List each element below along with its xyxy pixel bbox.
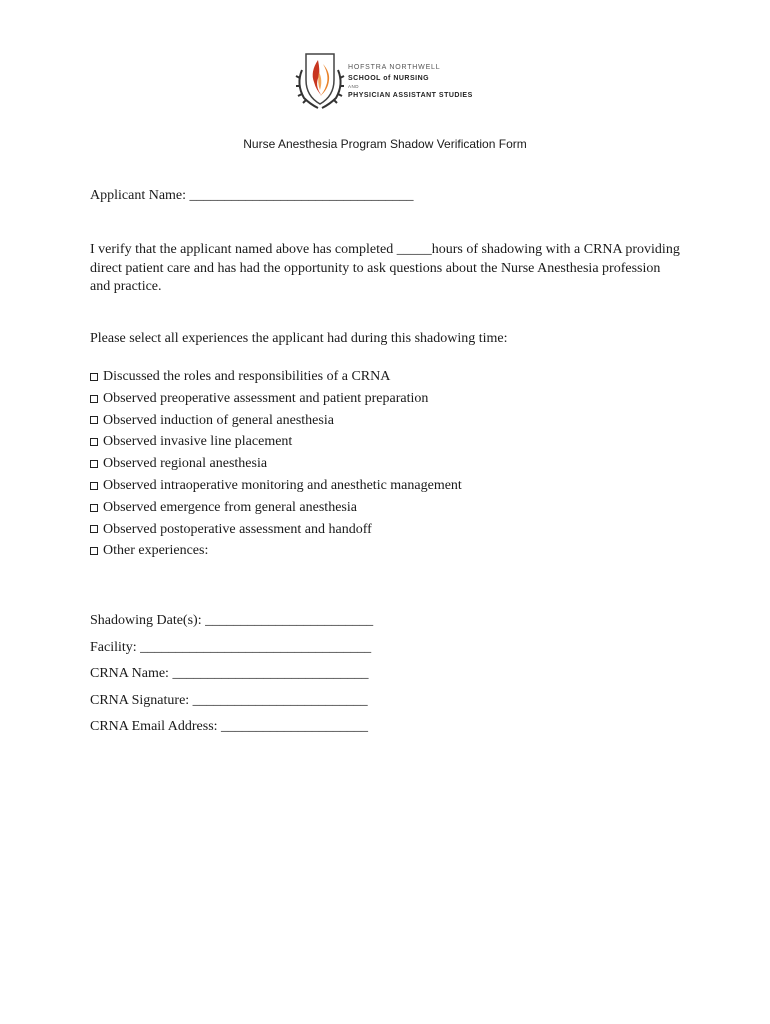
checklist-item[interactable] [90, 431, 462, 453]
checkbox[interactable] [90, 373, 98, 381]
crna-name-field[interactable]: CRNA Name: ____________________________ [90, 666, 369, 681]
checkbox[interactable] [90, 482, 98, 490]
checkbox[interactable] [90, 416, 98, 424]
checklist-item[interactable] [90, 540, 462, 562]
checklist-label: Discussed the roles and responsibilities of a CRNA [103, 369, 391, 384]
checklist-item[interactable] [90, 519, 462, 541]
checklist-label: Observed regional anesthesia [103, 456, 268, 472]
select-prompt: Please select all experiences the applicant had during this shadowing time: [90, 331, 508, 346]
checklist-item[interactable] [90, 410, 462, 432]
crna-signature-field[interactable]: CRNA Signature: _________________________ [90, 692, 368, 708]
checkbox[interactable] [90, 547, 98, 555]
checklist-item[interactable] [90, 497, 462, 519]
checklist-item[interactable] [90, 388, 462, 410]
signature-fields [90, 611, 373, 744]
checklist-label: Observed postoperative assessment and handoff [103, 521, 372, 537]
logo-line-1: HOFSTRA NORTHWELL [348, 64, 441, 71]
checklist-label: Observed invasive line placement [103, 434, 293, 450]
logo-line-2: SCHOOL of NURSING [348, 75, 430, 82]
checklist-label: Observed induction of general anesthesia [103, 412, 334, 428]
checkbox[interactable] [90, 460, 98, 468]
school-logo [292, 50, 482, 112]
checklist-label: Observed preoperative assessment and patient preparation [103, 390, 429, 406]
checklist-label: Observed emergence from general anesthesia [103, 499, 357, 515]
logo-line-3: AND [348, 84, 360, 89]
experience-checklist [90, 366, 462, 562]
logo-line-4: PHYSICIAN ASSISTANT STUDIES [348, 92, 473, 99]
checklist-item[interactable] [90, 366, 462, 388]
logo-wordmark [348, 62, 473, 101]
shield-flame-icon [292, 50, 348, 112]
applicant-name-field[interactable]: Applicant Name: ________________________________ [90, 188, 414, 203]
verification-statement: I verify that the applicant named above has completed _____hours of shadowing with a CRNA providing direct patient care and has had the opportunity to ask questions about the Nurse Anesthesia profession and practice. [90, 242, 680, 294]
checkbox[interactable] [90, 525, 98, 533]
form-title: Nurse Anesthesia Program Shadow Verification Form [243, 137, 527, 151]
checkbox[interactable] [90, 438, 98, 446]
crna-email-field[interactable]: CRNA Email Address: _____________________ [90, 719, 369, 734]
checklist-item[interactable] [90, 453, 462, 475]
checklist-item[interactable] [90, 475, 462, 497]
checkbox[interactable] [90, 504, 98, 512]
checklist-label: Observed intraoperative monitoring and anesthetic management [103, 477, 462, 493]
shadowing-dates-field[interactable]: Shadowing Date(s): ________________________ [90, 613, 374, 628]
checklist-label: Other experiences: [103, 543, 209, 559]
facility-field[interactable]: Facility: _________________________________ [90, 639, 372, 655]
checkbox[interactable] [90, 395, 98, 403]
